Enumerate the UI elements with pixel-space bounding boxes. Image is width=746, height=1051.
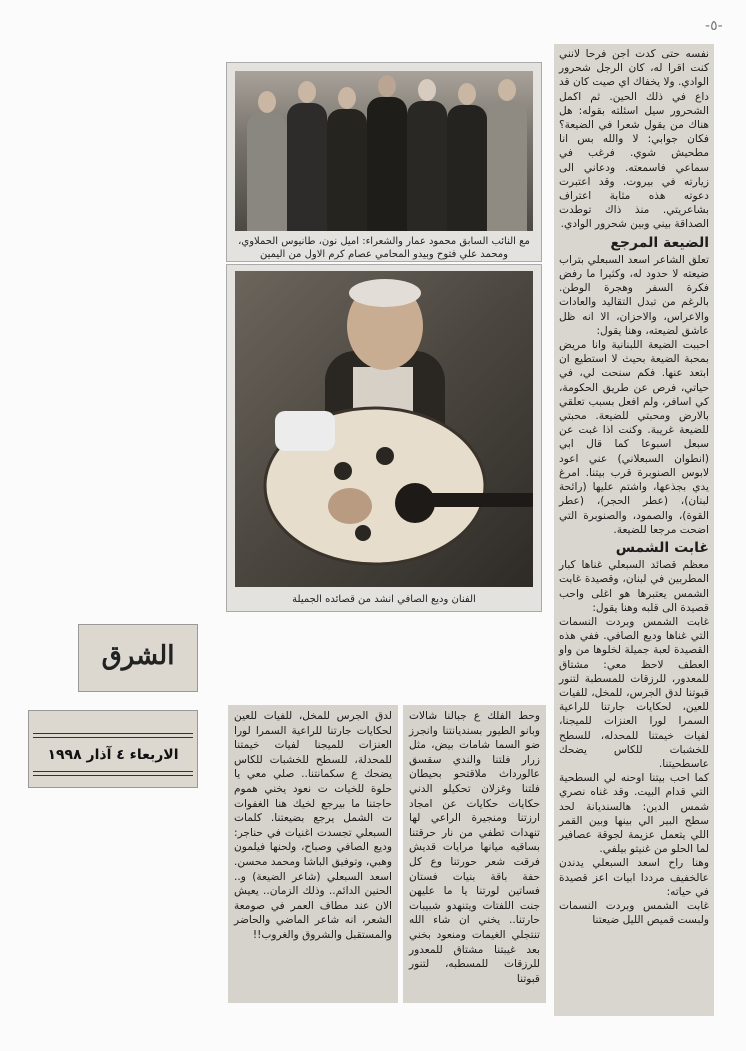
subheading-village: الضيعة المرجع bbox=[559, 236, 709, 250]
poem-text: وحط الفلك ع جبالنا شالات وبانو الطيور بسنديانتنا وانجرز ضو السما شامات بيض، مثل زرار فلتنا والندي سقسق عالورداث ملاقتحو بحيطان فلتنا وغزلان تحكيلو الدني حكايات حكايات عن امجاد ارزتنا ومنجيرة الراعي لها تنهدات تطفي من نار حرقتنا بساقيه ميانها مرايات قديش فرقت شعر حورتنا وع كل حفة باقة بنيات فستان فساتين لورتنا يا ما عليهن جنت اللفتات ويتنهدو شبيبات حارتنا.. يخني ان شاء الله تنتجلي الغيمات ومنعود بخني بعد غيبتنا مشتاق للمعدور للرزقات للمسطبه، لتنور قبوتنا bbox=[409, 710, 540, 985]
poem-column-left bbox=[228, 705, 398, 1003]
dateline-box bbox=[28, 710, 198, 788]
oud-photo-frame bbox=[226, 264, 542, 612]
right-column-article bbox=[554, 44, 714, 1016]
oud-photo-caption: الفنان وديع الصافي انشد من قصائده الجميلة bbox=[292, 594, 476, 605]
article-paragraph: معظم قصائد السبعلي غناها كبار المطربين في لبنان، وقصيدة غابت الشمس يعتبرها هو اغلى واحب قصيدة الى قلبه وهنا يقول: bbox=[559, 559, 709, 614]
subheading-sunset: غابت الشمس bbox=[559, 541, 709, 555]
group-photo-frame bbox=[226, 62, 542, 262]
group-photo bbox=[235, 71, 533, 231]
article-paragraph: غابت الشمس وبردت النسمات ولبست قميص الليل ضيعتنا bbox=[559, 899, 709, 927]
newspaper-masthead bbox=[78, 624, 198, 692]
group-photo-caption: مع النائب السابق محمود عمار والشعراء: اميل نون، طانيوس الحملاوي، ومحمد علي فتوح وبيدو المحامي عصام كرم الاول من اليمين bbox=[238, 236, 530, 260]
article-paragraph: احببت الضيعة اللبنانية وانا مريض بمحبة الضيعة بحيث لا استطيع ان ابتعد عنها. فكم سنحت لي، في حياتي، فرص عن طريق الحكومة، كي اسافر، ولم افعل بسبب تعلقي بالارض ومحبتي للضيعة. محبتي للضيعة غريبة. وكنت اذا غبت عن سبعل اسبوعا كما قال ابي (انطوان السبعلاني) عني اعود لابوس الصنوبرة قرب بيتنا. امرغ يدي بجذعها، واشتم عليها (رائحة لبنان)، (عطر الحجر)، (عطر القوة)، والصمود، والصنوبرة التي اضحت مرجعا للضيعة. bbox=[559, 339, 709, 536]
article-intro: نفسه حتى كدت اجن فرحا لانني كنت اقرا له، كان الرجل شحرور الوادي. ولا يخفاك اي صيت كان قد داع في ذلك الحين. ثم اكمل الشحرور سيل اسئلته بقوله: هل هناك من يقول شعرا في الضيعة؟ فكان جوابي: لا والله بس انا مطحيش شوي. فرغب في سماعي فاسمعته. ودعاني الى زيارته في بيروت. وقد اعتبرت دعوته هذه مثابة اعتراف بشاعريتي. منذ ذاك توطدت الصداقة بيني وبين شحرور الوادي. bbox=[559, 48, 709, 231]
article-paragraph: تعلق الشاعر اسعد السبعلي بتراب ضيعته لا حدود له، وكثيرا ما رفض فكرة السفر وهجرة الوطن. بالرغم من تبدل التقاليد والعادات والاعراس، والاحزان، الا انه ظل عاشق لضيعته، وهنا يقول: bbox=[559, 253, 709, 337]
publication-date: الاربعاء ٤ آذار ١٩٩٨ bbox=[47, 747, 179, 763]
page-number: -٥- bbox=[705, 18, 723, 34]
article-closing-text: لدق الجرس للمخل، للفيات للعين لحكايات جارتنا للراعية السمرا لورا العنزات للميجنا لفيات خيمتنا للمحدلة، للسطح للخشبات للكاس يضحك ع سكمانتنا.. صلي معي يا حلوة للخيات ت نعود يخني هموم حاجتنا ما بيرجع لخيك هنا الغفوات ت الشمل يرجع بضيعتنا. كلمات السبعلي تجسدت اغنيات في حناجر: وديع الصافي وصباح، ولحنها فيلمون وهبي، وتوفيق الباشا ومحمد محسن. اسعد السبعلي (شاعر الضيعة) و.. الحنين الدائم.. وذلك الزمان.. يعيش الان عند مطاف العمر في صومعة الشعر، انه شاعر الماضي والحاضر والمستقبل والشروق والغروب!! bbox=[234, 710, 392, 941]
article-paragraph: وهنا راح اسعد السبعلي يدندن عالخفيف مرددا ابيات اعز قصيدة في حياته: bbox=[559, 857, 709, 898]
poem-column-right bbox=[403, 705, 546, 1003]
article-paragraph: كما احب بيتنا اوحنه لي السطحية التي قدام البيت. وقد غناه نصري شمس الدين: هالسنديانة لحد سطح البير الي بينها وبين القمر اللي يتعمل عزيمة لجوقة عصافير لما الحلو من غنيتو بيلفي. bbox=[559, 772, 709, 856]
oud-player-illustration bbox=[235, 271, 533, 587]
oud-player-photo bbox=[235, 271, 533, 587]
article-paragraph: غابت الشمس وبردت النسمات التي غناها وديع الصافي. ففي هذه القصيدة لعبة جميلة لخلوها من واو العطف لاحظ معي: مشتاق للمعدور، للرزقات للمسطبة لتنور قبوتنا لدق الجرس، للمخل، للفيات للعين، لحكايات جارتنا للراعية السمرا لورا العنزات للميجنا، لفيات خيمتنا للمحدله، للسطح للخشبات للكاس يضحك عاسطحيتنا. bbox=[559, 615, 709, 770]
newspaper-name: الشرق bbox=[101, 641, 175, 671]
